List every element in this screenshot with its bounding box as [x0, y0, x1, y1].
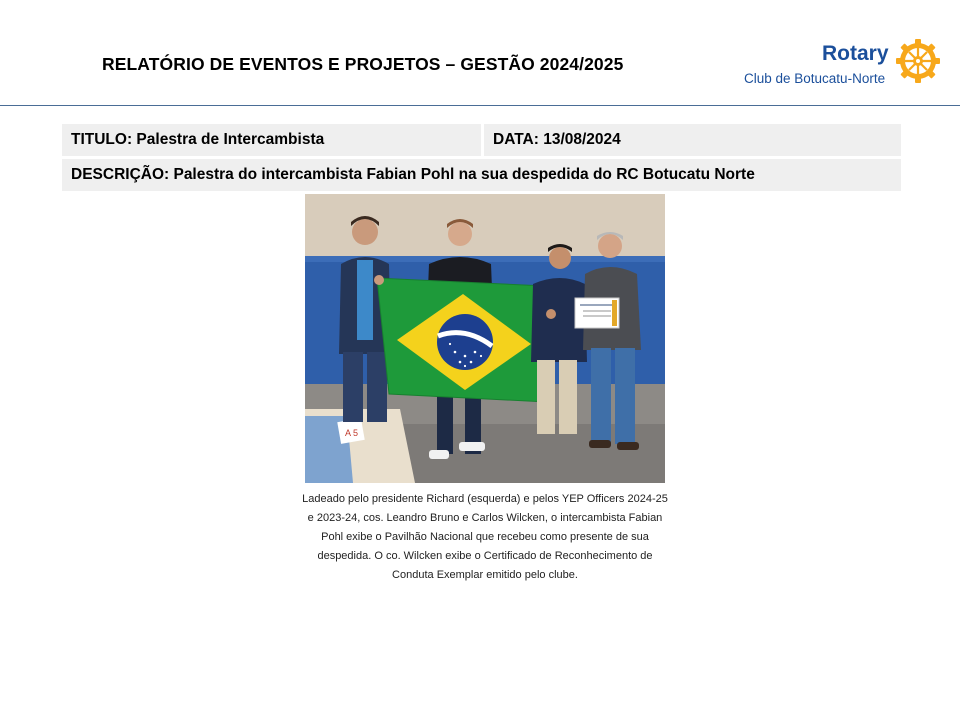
- event-info-table: [62, 121, 901, 194]
- event-date-cell: DATA: 13/08/2024: [484, 124, 901, 156]
- logo-wordmark: Rotary: [822, 42, 889, 65]
- event-photo: [305, 194, 665, 483]
- rotary-logo: [742, 38, 947, 90]
- rotary-wheel-icon: [895, 38, 941, 84]
- event-title-cell: TITULO: Palestra de Intercambista: [62, 124, 484, 156]
- event-description-cell: DESCRIÇÃO: Palestra do intercambista Fabian Pohl na sua despedida do RC Botucatu Norte: [62, 159, 901, 191]
- logo-club-name: Club de Botucatu-Norte: [744, 71, 886, 86]
- header-divider: [0, 105, 960, 106]
- report-title: RELATÓRIO DE EVENTOS E PROJETOS – GESTÃO 2024/2025: [102, 54, 624, 74]
- table-card-text: A 5: [345, 428, 359, 438]
- photo-caption: Ladeado pelo presidente Richard (esquerda) e pelos YEP Officers 2024-25 e 2023-24, cos. Leandro Bruno e Carlos Wilcken, o intercambista Fabian Pohl exibe o Pavilhão Nacional que recebeu como presente de sua despedida. O co. Wilcken exibe o Certificado de Reconhecimento de Conduta Exemplar emitido pelo clube.: [302, 493, 668, 581]
